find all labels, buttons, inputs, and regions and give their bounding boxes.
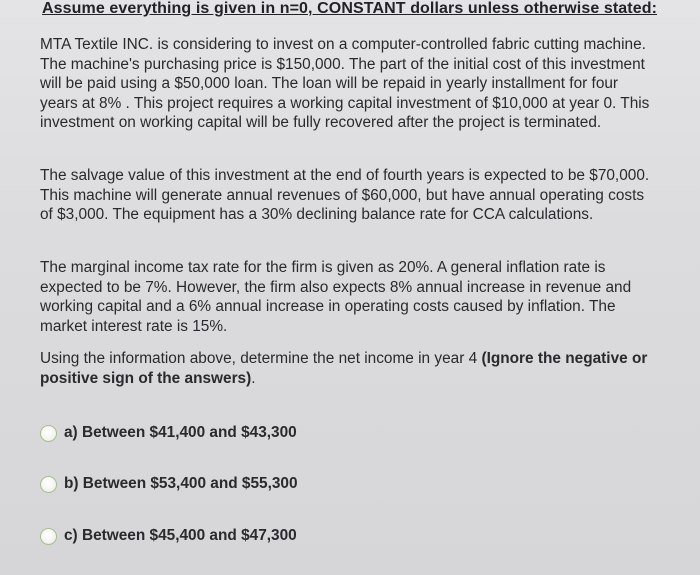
answer-option-b[interactable]	[40, 473, 298, 495]
problem-paragraph-3: The marginal income tax rate for the firm is given as 20%. A general inflation rate is expected to be 7%. However, the firm also expects 8% annual increase in revenue and working capital and a 6% annual increase in operating costs caused by inflation. The market interest rate is 15%.	[40, 259, 632, 335]
question-prompt-note: (Ignore the negative or positive sign of the answers)	[40, 350, 648, 387]
option-b-radio[interactable]	[40, 476, 57, 493]
option-a-label[interactable]: a) Between $41,400 and $43,300	[64, 424, 297, 441]
question-prompt-end: .	[251, 369, 256, 387]
option-c-radio[interactable]	[40, 528, 57, 545]
problem-paragraph-1: MTA Textile INC. is considering to invest on a computer-controlled fabric cutting machine. The machine's purchasing price is $150,000. The part of the initial cost of this investment will be paid using a $50,000 loan. The loan will be repaid in yearly installment for four years at 8% . This project requires a working capital investment of $10,000 at year 0. This investment on working capital will be fully recovered after the project is terminated.	[40, 36, 650, 131]
option-c-label[interactable]: c) Between $45,400 and $47,300	[64, 527, 297, 544]
answer-option-c[interactable]	[40, 525, 297, 547]
answer-option-a[interactable]	[40, 422, 297, 444]
problem-paragraph-2: The salvage value of this investment at the end of fourth years is expected to be $70,000. This machine will generate annual revenues of $60,000, but have annual operating costs of $3,000. The equipment has a 30% declining balance rate for CCA calculations.	[40, 167, 650, 223]
question-prompt	[40, 349, 655, 388]
instructions-header: Assume everything is given in n=0, CONSTANT dollars unless otherwise stated:	[42, 0, 658, 17]
question-prompt-text: Using the information above, determine the net income in year 4	[40, 350, 482, 367]
option-a-radio[interactable]	[40, 425, 57, 442]
option-b-label[interactable]: b) Between $53,400 and $55,300	[64, 475, 298, 492]
